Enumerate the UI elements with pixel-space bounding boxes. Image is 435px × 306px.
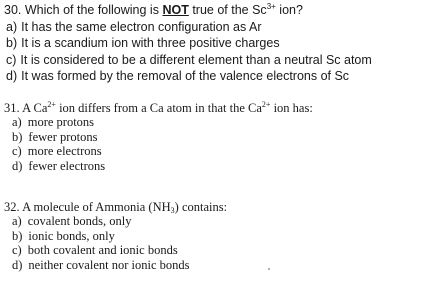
- option-text: fewer protons: [28, 129, 98, 144]
- option-letter: c): [12, 243, 22, 258]
- stem-text: ion differs from a Ca atom in that the Ca: [59, 101, 262, 115]
- options-list: [4, 115, 313, 173]
- ion-charge: 2+: [47, 100, 56, 109]
- option-c: [4, 52, 372, 69]
- question-30-stem: [4, 2, 372, 19]
- option-letter: a): [12, 214, 22, 229]
- option-a: [4, 214, 227, 228]
- question-31-stem: [4, 101, 313, 115]
- option-text: ionic bonds, only: [28, 228, 115, 243]
- question-32: [4, 200, 227, 272]
- question-31: [4, 101, 313, 173]
- option-text: both covalent and ionic bonds: [27, 243, 178, 258]
- option-c: [4, 243, 227, 257]
- option-letter: b): [6, 36, 18, 50]
- stem-text: true of the Sc: [192, 3, 267, 17]
- option-letter: a): [6, 19, 18, 34]
- options-list: [4, 19, 372, 85]
- stem-text: ion has:: [273, 101, 313, 115]
- subscript: 3: [170, 206, 175, 215]
- question-number: 30.: [4, 3, 22, 17]
- option-text: more electrons: [27, 144, 102, 159]
- option-text: neither covalent nor ionic bonds: [28, 257, 190, 272]
- option-letter: b): [12, 129, 23, 144]
- option-letter: d): [12, 158, 23, 173]
- option-text: It is considered to be a different element than a neutral Sc atom: [20, 52, 372, 67]
- question-32-stem: [4, 200, 227, 214]
- option-text: It is a scandium ion with three positive charges: [21, 36, 280, 50]
- ion-charge: 3+: [266, 2, 276, 11]
- option-letter: c): [6, 52, 17, 67]
- option-b: [4, 130, 313, 144]
- option-text: fewer electrons: [28, 158, 106, 173]
- option-b: [4, 35, 372, 52]
- question-30: [4, 2, 372, 85]
- option-letter: a): [12, 115, 22, 130]
- question-number: 32.: [4, 200, 20, 214]
- option-letter: b): [12, 228, 23, 243]
- option-text: more protons: [27, 115, 95, 130]
- option-text: It was formed by the removal of the valence electrons of Sc: [21, 69, 350, 83]
- ion-charge: 2+: [261, 100, 271, 109]
- option-text: It has the same electron configuration as Ar: [21, 19, 262, 34]
- options-list: [4, 214, 227, 272]
- option-d: [4, 68, 372, 85]
- option-d: [4, 258, 227, 272]
- stem-text: A Ca: [22, 101, 48, 115]
- option-d: [4, 159, 313, 173]
- option-b: [4, 229, 227, 243]
- stem-text: ) contains:: [174, 200, 228, 214]
- option-letter: d): [6, 69, 18, 83]
- option-text: covalent bonds, only: [27, 214, 132, 229]
- stem-text: A molecule of Ammonia (NH: [22, 200, 171, 214]
- stray-mark: [268, 268, 270, 270]
- stem-text: Which of the following is: [24, 3, 159, 17]
- option-letter: c): [12, 144, 22, 159]
- emphasis-not: NOT: [162, 3, 189, 17]
- option-a: [4, 19, 372, 36]
- option-a: [4, 115, 313, 129]
- stem-text: ion?: [279, 3, 303, 17]
- question-number: 31.: [4, 101, 20, 115]
- option-c: [4, 144, 313, 158]
- option-letter: d): [12, 257, 23, 272]
